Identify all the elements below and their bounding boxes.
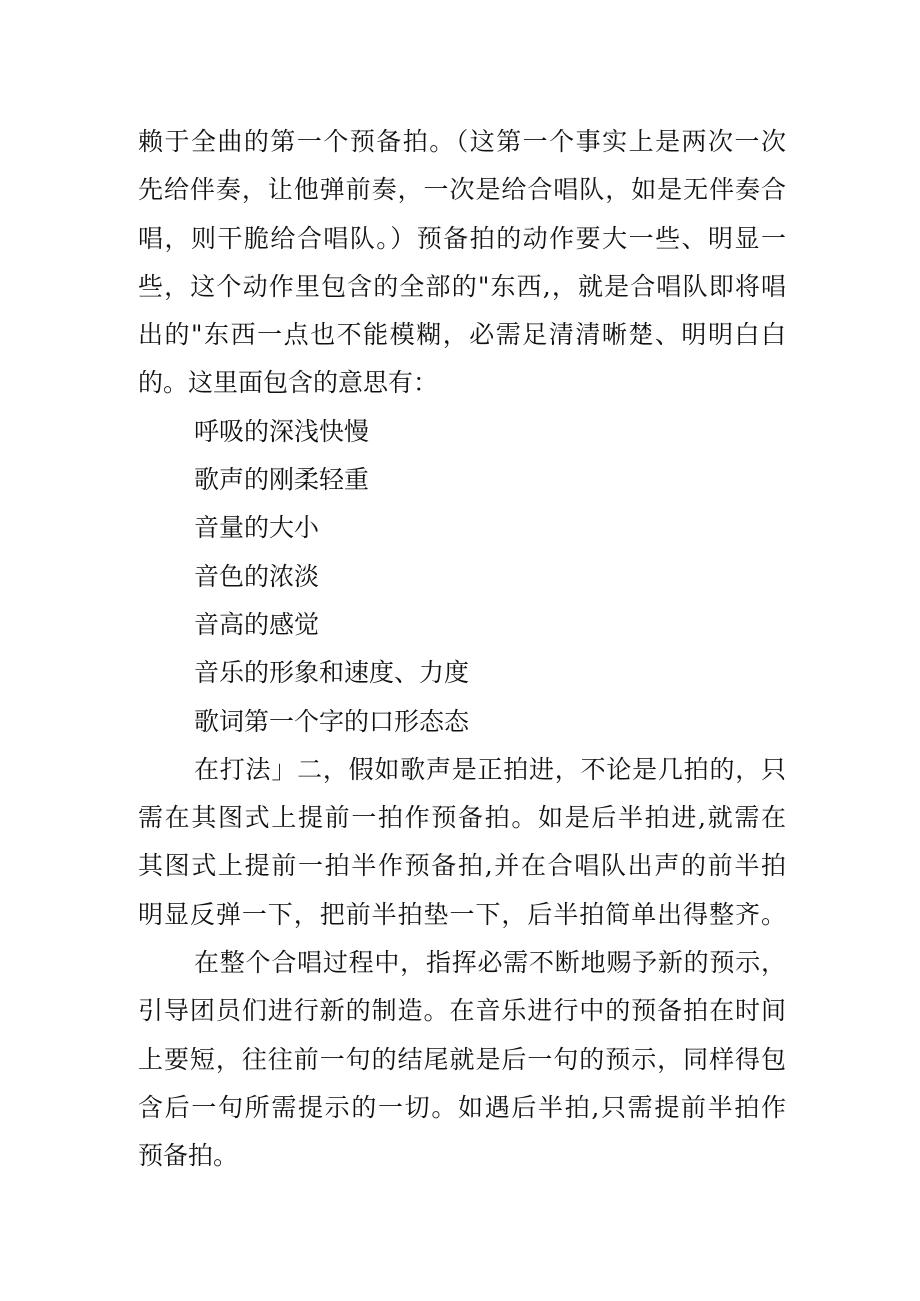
text-line: 先给伴奏，让他弹前奏，一次是给合唱队，如是无伴奏合: [138, 175, 786, 205]
item-list: [138, 408, 786, 746]
text-line: 出的"东西一点也不能模糊，必需足清清晰楚、明明白白: [138, 320, 786, 350]
text-line: 些，这个动作里包含的全部的"东西,，就是合唱队即将唱: [138, 271, 786, 301]
text-line: 在打法」二，假如歌声是正拍进，不论是几拍的，只: [194, 754, 786, 784]
document-body: [138, 118, 786, 1181]
text-line: 其图式上提前一拍半作预备拍,并在合唱队出声的前半拍: [138, 851, 786, 881]
list-item: 呼吸的深浅快慢: [194, 416, 370, 446]
list-item: 歌词第一个字的口形态态: [194, 706, 470, 736]
text-line: 引导团员们进行新的制造。在音乐进行中的预备拍在时间: [138, 996, 786, 1026]
text-line: 赖于全曲的第一个预备拍。（这第一个事实上是两次一次: [138, 127, 786, 156]
list-item: 音乐的形象和速度、力度: [194, 658, 470, 688]
paragraph: [138, 118, 786, 408]
list-item: 音高的感觉: [194, 609, 320, 639]
list-item: 音色的浓淡: [194, 561, 320, 591]
list-item: 音量的大小: [194, 513, 320, 543]
text-line: 的。这里面包含的意思有：: [138, 368, 439, 398]
text-line: 预备拍。: [138, 1141, 239, 1171]
paragraph: [138, 746, 786, 939]
text-line: 需在其图式上提前一拍作预备拍。如是后半拍进,就需在: [138, 803, 786, 833]
text-line: 含后一句所需提示的一切。如遇后半拍,只需提前半拍作: [138, 1092, 786, 1122]
text-line: 上要短，往往前一句的结尾就是后一句的预示，同样得包: [138, 1044, 786, 1074]
text-line: 明显反弹一下，把前半拍垫一下，后半拍简单出得整齐。: [138, 899, 786, 929]
text-line: 唱，则干脆给合唱队。）预备拍的动作要大一些、明显一: [138, 223, 786, 253]
text-line: 在整个合唱过程中，指挥必需不断地赐予新的预示，: [194, 948, 786, 978]
paragraph: [138, 939, 786, 1180]
list-item: 歌声的刚柔轻重: [194, 465, 370, 495]
